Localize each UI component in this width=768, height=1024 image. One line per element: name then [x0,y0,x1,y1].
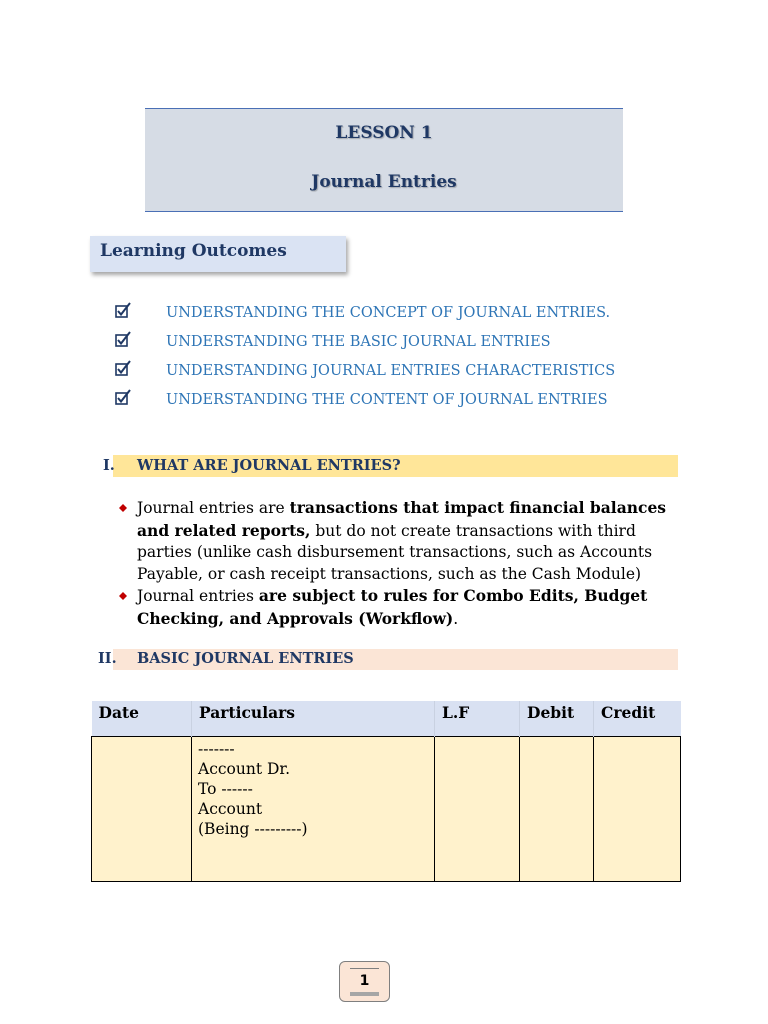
learning-outcomes-heading-box [90,236,346,272]
lesson-title-box [145,108,623,212]
checkbox-checked-icon [115,302,131,318]
bullet-item [116,497,686,585]
journal-entry-table [91,701,681,882]
outcome-text: UNDERSTANDING THE CONCEPT OF JOURNAL ENTRIES. [166,305,611,321]
outcome-text: UNDERSTANDING THE BASIC JOURNAL ENTRIES [166,334,551,350]
bullet-2-text-pre: Journal entries [137,587,259,605]
section-2-title: BASIC JOURNAL ENTRIES [137,650,354,667]
checkbox-checked-icon [115,331,131,347]
col-header-credit: Credit [594,701,681,737]
page-badge-bottom-rule [350,992,379,996]
col-header-date: Date [92,701,192,737]
col-header-lf: L.F [435,701,520,737]
col-header-particulars: Particulars [192,701,435,737]
particulars-line: Account Dr. [198,760,291,778]
cell-particulars [192,737,435,882]
page-number-badge [339,961,390,1002]
section-1-title: WHAT ARE JOURNAL ENTRIES? [137,457,401,474]
bullet-1-text-pre: Journal entries are [137,499,290,517]
bullet-1-text-bold: transactions that impact financial balances and related reports, [137,498,667,540]
lesson-title: Journal Entries [311,172,457,192]
learning-outcomes-heading: Learning Outcomes [100,241,287,261]
particulars-line: ------- [198,740,235,758]
cell-debit [520,737,594,882]
particulars-line: Account [198,800,263,818]
red-diamond-icon [118,591,128,601]
section-1-number: I. [103,457,115,474]
particulars-line: (Being ---------) [198,820,308,838]
bullet-1-text-post: but do not create transactions with third parties (unlike cash disbursement transactions, such as Accounts Payable, or cash receipt transactions, such as the Cash Module) [137,521,653,583]
cell-credit [594,737,681,882]
cell-date [92,737,192,882]
red-diamond-icon [118,503,128,513]
section-2-number: II. [98,650,117,667]
outcome-text: UNDERSTANDING THE CONTENT OF JOURNAL ENTRIES [166,392,608,408]
table-row [92,737,681,882]
bullet-item [116,585,686,630]
cell-lf [435,737,520,882]
checkbox-checked-icon [115,360,131,376]
checkbox-checked-icon [115,389,131,405]
table-header-row [92,701,681,737]
col-header-debit: Debit [520,701,594,737]
page-badge-top-rule [350,968,379,969]
outcome-text: UNDERSTANDING JOURNAL ENTRIES CHARACTERISTICS [166,363,616,379]
lesson-number: LESSON 1 [335,123,433,143]
bullet-2-text-bold: are subject to rules for Combo Edits, Budget Checking, and Approvals (Workflow) [137,586,648,628]
page-number: 1 [359,973,370,989]
section-1-bullets [116,497,686,630]
bullet-2-text-post: . [453,609,459,628]
particulars-line: To ------ [198,780,253,798]
